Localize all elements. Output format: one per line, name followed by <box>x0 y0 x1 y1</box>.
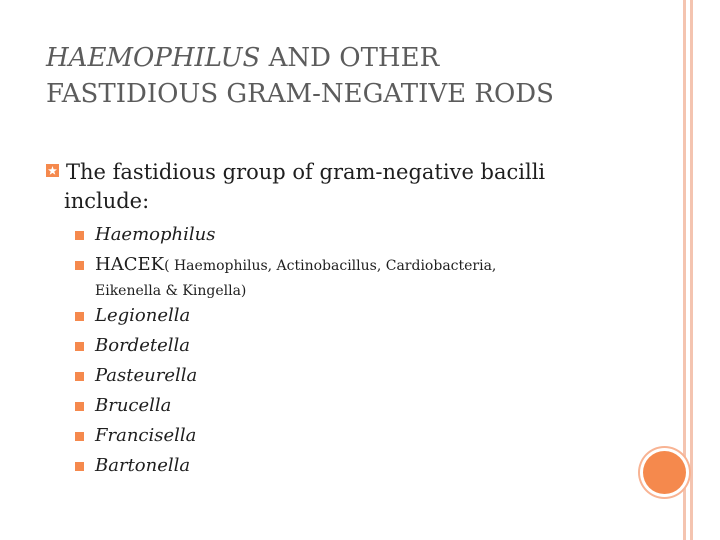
list-item <box>75 361 635 391</box>
title-italic-part: HAEMOPHILUS <box>46 43 261 73</box>
list-item <box>75 451 635 481</box>
list-item-label: Brucella <box>95 395 172 416</box>
list-item-label: Bartonella <box>95 455 191 476</box>
organism-list <box>75 220 635 481</box>
main-bullet-text <box>46 158 646 216</box>
orange-square-icon <box>75 432 84 441</box>
list-item <box>75 301 635 331</box>
orange-star-square-icon <box>46 164 59 177</box>
orange-square-icon <box>75 462 84 471</box>
main-bullet-line2: include: <box>64 189 150 213</box>
list-item-label: Haemophilus <box>95 224 216 245</box>
main-bullet-line1: The fastidious group of gram-negative bacilli <box>66 160 546 184</box>
orange-square-icon <box>75 372 84 381</box>
list-item-detail: ( Haemophilus, Actinobacillus, Cardiobacteria, <box>164 258 497 274</box>
list-item <box>75 421 635 451</box>
list-item-label: Bordetella <box>95 335 190 356</box>
list-item <box>75 331 635 361</box>
list-item <box>75 391 635 421</box>
main-bullet <box>46 158 646 216</box>
list-item-detail-line2: Eikenella & Kingella) <box>95 283 247 299</box>
title-line1-rest: AND OTHER <box>260 43 440 73</box>
list-item <box>75 220 635 250</box>
list-item-hacek <box>75 250 635 301</box>
orange-square-icon <box>75 261 84 270</box>
decorative-rule-inner <box>690 0 693 540</box>
list-item-label: Legionella <box>95 305 191 326</box>
list-item-label: HACEK <box>95 254 165 275</box>
list-item-label: Pasteurella <box>95 365 198 386</box>
orange-square-icon <box>75 231 84 240</box>
decorative-rule-outer <box>683 0 686 540</box>
title-line2: FASTIDIOUS GRAM-NEGATIVE RODS <box>46 79 554 109</box>
orange-square-icon <box>75 402 84 411</box>
list-item-label: Francisella <box>95 425 197 446</box>
orange-square-icon <box>75 342 84 351</box>
decorative-orange-circle <box>643 451 686 494</box>
orange-square-icon <box>75 312 84 321</box>
slide-title <box>46 40 666 112</box>
